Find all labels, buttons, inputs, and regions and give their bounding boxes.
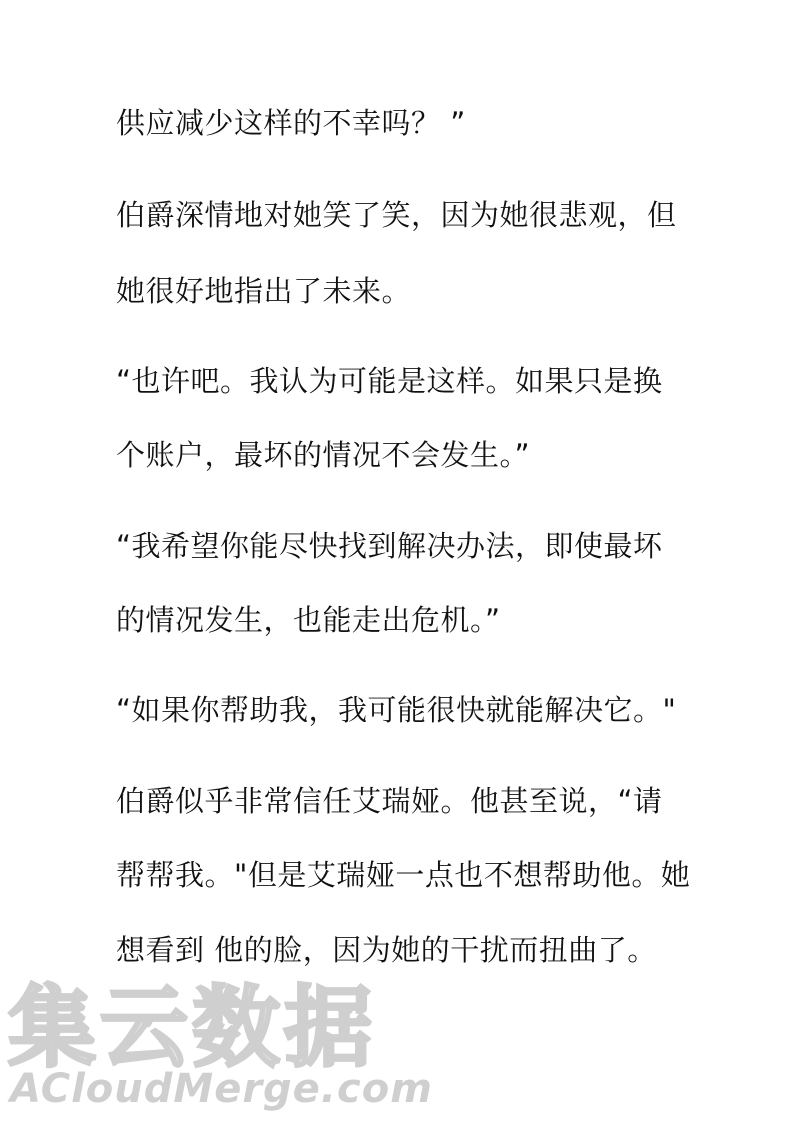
watermark-english-text: ACloudMerge.com <box>10 1066 433 1112</box>
watermark-logo <box>6 976 433 1117</box>
text-line-5: 个账户，最坏的情况不会发生。” <box>116 438 531 472</box>
text-line-7: 的情况发生，也能走出危机。” <box>116 603 501 637</box>
text-line-6: “我希望你能尽快找到解决办法，即使最坏 <box>116 529 663 563</box>
text-line-3: 她很好地指出了未来。 <box>116 274 412 308</box>
text-line-9: 伯爵似乎非常信任艾瑞娅。他甚至说，“请 <box>116 784 663 818</box>
text-line-8: “如果你帮助我，我可能很快就能解决它。" <box>116 693 677 727</box>
text-line-1: 供应减少这样的不幸吗？ ” <box>116 106 466 140</box>
text-line-2: 伯爵深情地对她笑了笑，因为她很悲观，但 <box>116 198 677 232</box>
text-line-11: 想看到 他的脸，因为她的干扰而扭曲了。 <box>116 933 657 967</box>
text-line-4: “也许吧。我认为可能是这样。如果只是换 <box>116 364 663 398</box>
text-line-10: 帮帮我。"但是艾瑞娅一点也不想帮助他。她 <box>116 858 691 892</box>
watermark-chinese-text: 集云数据 <box>8 976 377 1079</box>
